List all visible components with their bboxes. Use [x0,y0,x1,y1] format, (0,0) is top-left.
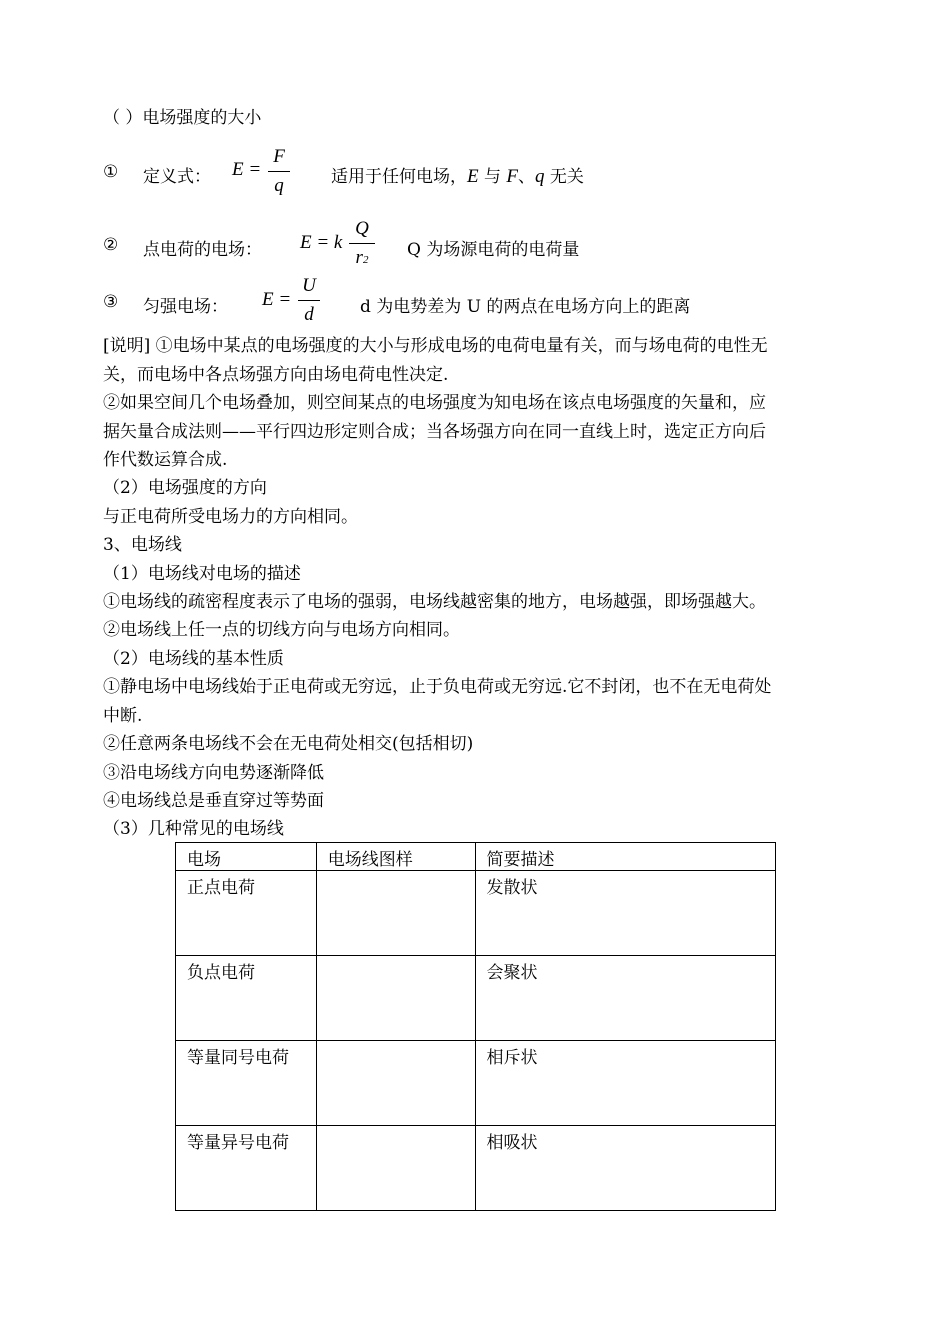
table-cell [316,1041,475,1126]
field-line-point-2: ②电场线上任一点的切线方向与电场方向相同。 [103,620,460,640]
formula1-fraction [268,146,290,197]
note-line-5: 作代数运算合成. [103,450,228,470]
direction-text: 与正电荷所受电场力的方向相同。 [103,507,358,527]
formula1-description: 适用于任何电场，E 与 F、q 无关 [331,166,584,187]
note-line-2: 关，而电场中各点场强方向由场电荷电性决定. [103,365,449,385]
table-cell [316,871,475,956]
section-heading-direction: （2）电场强度的方向 [103,478,267,498]
table-row [176,1041,776,1126]
table-cell: 等量同号电荷 [176,1041,317,1126]
field-line-point-1: ①电场线的疏密程度表示了电场的强弱，电场线越密集的地方，电场越强，即场强越大。 [103,592,766,612]
table-row [176,1126,776,1211]
table-cell: 会聚状 [475,956,775,1041]
table-header-cell: 电场 [176,843,317,871]
table-row [176,956,776,1041]
table-row [176,871,776,956]
formula3-number: ③ [103,292,119,312]
note-line-4: 据矢量合成法则——平行四边形定则合成；当各场强方向在同一直线上时，选定正方向后 [103,422,766,442]
formula3-lhs: E = [262,289,292,310]
formula1-lhs: E = [232,159,262,180]
table-cell: 相吸状 [475,1126,775,1211]
formula2-fraction [349,218,375,271]
formula1-numerator: F [273,146,285,167]
property-2: ②任意两条电场线不会在无电荷处相交(包括相切) [103,734,474,754]
table-header-cell: 电场线图样 [316,843,475,871]
formula2-lhs: E = k [300,232,343,253]
table-cell [316,1126,475,1211]
table-cell [316,956,475,1041]
section-heading-field-lines: 3、电场线 [103,535,182,555]
note-line-1: [说明] ①电场中某点的电场强度的大小与形成电场的电荷电量有关，而与场电荷的电性无 [103,336,768,356]
table-header-cell: 简要描述 [475,843,775,871]
formula2-denominator: r2 [355,247,369,268]
subheading-common-fields: （3）几种常见的电场线 [103,819,284,839]
property-1-line-2: 中断. [103,706,143,726]
table-cell: 等量异号电荷 [176,1126,317,1211]
note-line-3: ②如果空间几个电场叠加，则空间某点的电场强度为知电场在该点电场强度的矢量和，应 [103,393,766,413]
formula3-denominator: d [304,304,314,325]
formula1-label: 定义式： [143,167,211,187]
formula3-numerator: U [302,275,316,296]
table-cell: 正点电荷 [176,871,317,956]
subheading-description: （1）电场线对电场的描述 [103,564,301,584]
field-lines-table [175,842,776,1211]
table-cell: 负点电荷 [176,956,317,1041]
property-4: ④电场线总是垂直穿过等势面 [103,791,324,811]
formula2-number: ② [103,235,119,255]
property-1-line-1: ①静电场中电场线始于正电荷或无穷远，止于负电荷或无穷远.它不封闭，也不在无电荷处 [103,677,772,697]
formula3-fraction [298,275,320,326]
formula3-description: d 为电势差为 U 的两点在电场方向上的距离 [360,297,691,317]
formula1-number: ① [103,162,119,182]
formula2-label: 点电荷的电场： [143,240,262,260]
formula2-description: Q 为场源电荷的电荷量 [407,240,580,260]
formula2-numerator: Q [355,218,369,239]
formula1-denominator: q [274,175,284,196]
table-header-row [176,843,776,871]
subheading-properties: （2）电场线的基本性质 [103,649,284,669]
property-3: ③沿电场线方向电势逐渐降低 [103,763,324,783]
section-heading-strength: （ ）电场强度的大小 [103,108,262,128]
formula3-label: 匀强电场： [143,297,228,317]
table-cell: 相斥状 [475,1041,775,1126]
table-cell: 发散状 [475,871,775,956]
